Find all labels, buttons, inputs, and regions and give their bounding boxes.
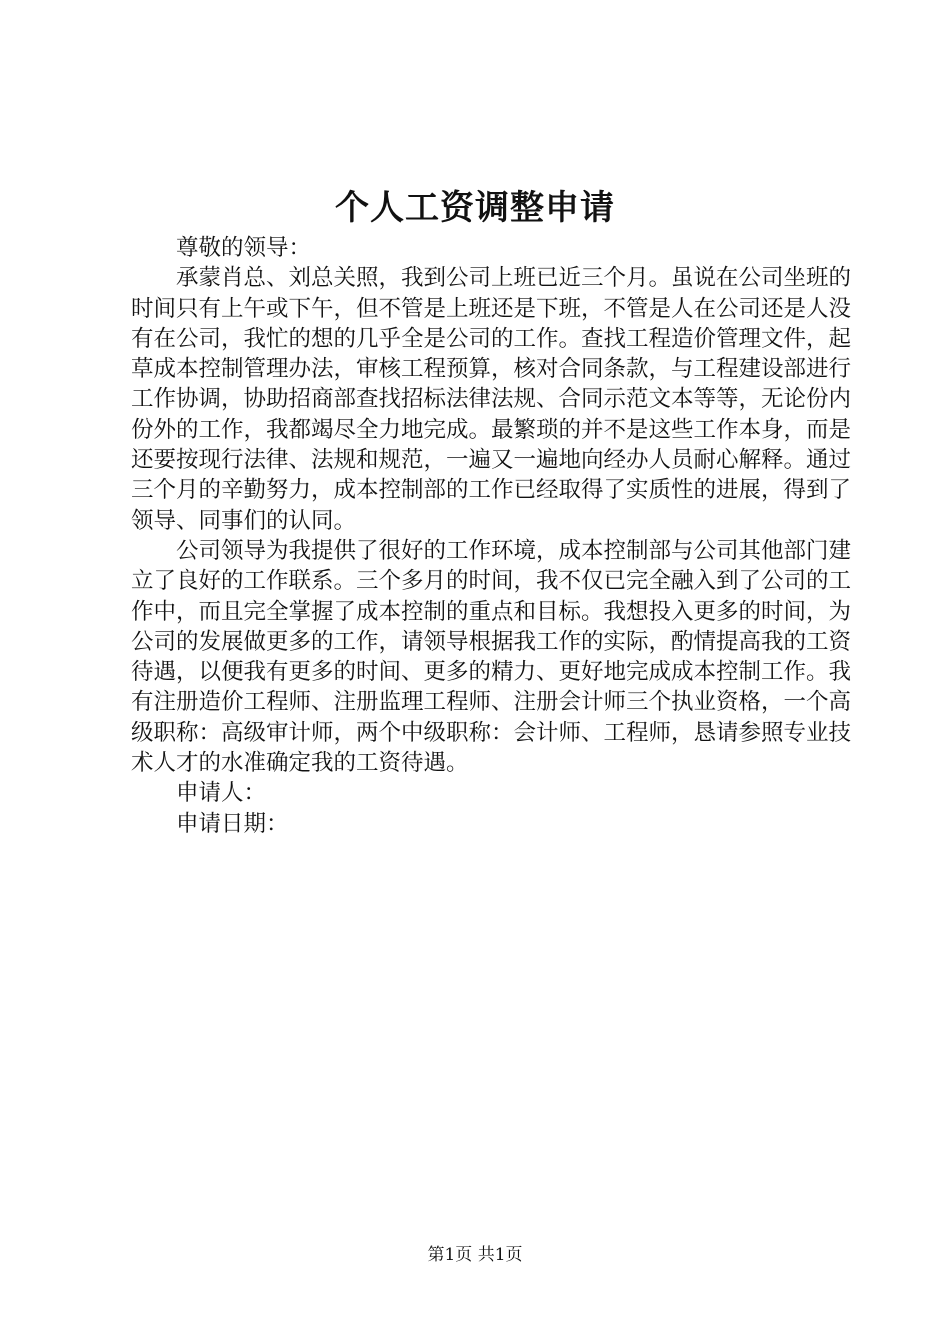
salutation: 尊敬的领导： [176, 235, 312, 261]
applicant-label: 申请人： [176, 780, 267, 807]
application-date-label: 申请日期： [176, 810, 289, 837]
document-body [131, 233, 851, 839]
body-paragraph-2: 公司领导为我提供了很好的工作环境，成本控制部与公司其他部门建立了良好的工作联系。三个多月的时间，我不仅已完全融入到了公司的工作中，而且完全掌握了成本控制的重点和目标。我想投入更多的时间，为公司的发展做更多的工作，请领导根据我工作的实际，酌情提高我的工资待遇，以便我有更多的时间、更多的精力、更好地完成成本控制工作。我有注册造价工程师、注册监理工程师、注册会计师三个执业资格，一个高级职称：高级审计师，两个中级职称：会计师、工程师，恳请参照专业技术人才的水准确定我的工资待遇。 [131, 537, 852, 777]
page-footer: 第1页 共1页 [427, 1245, 523, 1265]
body-paragraph-1: 承蒙肖总、刘总关照，我到公司上班已近三个月。虽说在公司坐班的时间只有上午或下午，但不管是上班还是下班，不管是人在公司还是人没有在公司，我忙的想的几乎全是公司的工作。查找工程造价管理文件，起草成本控制管理办法，审核工程预算，核对合同条款，与工程建设部进行工作协调，协助招商部查找招标法律法规、合同示范文本等等，无论份内份外的工作，我都竭尽全力地完成。最繁琐的并不是这些工作本身，而是还要按现行法律、法规和规范，一遍又一遍地向经办人员耐心解释。通过三个月的辛勤努力，成本控制部的工作已经取得了实质性的进展，得到了领导、同事们的认同。 [131, 265, 852, 534]
document-title: 个人工资调整申请 [335, 188, 615, 228]
